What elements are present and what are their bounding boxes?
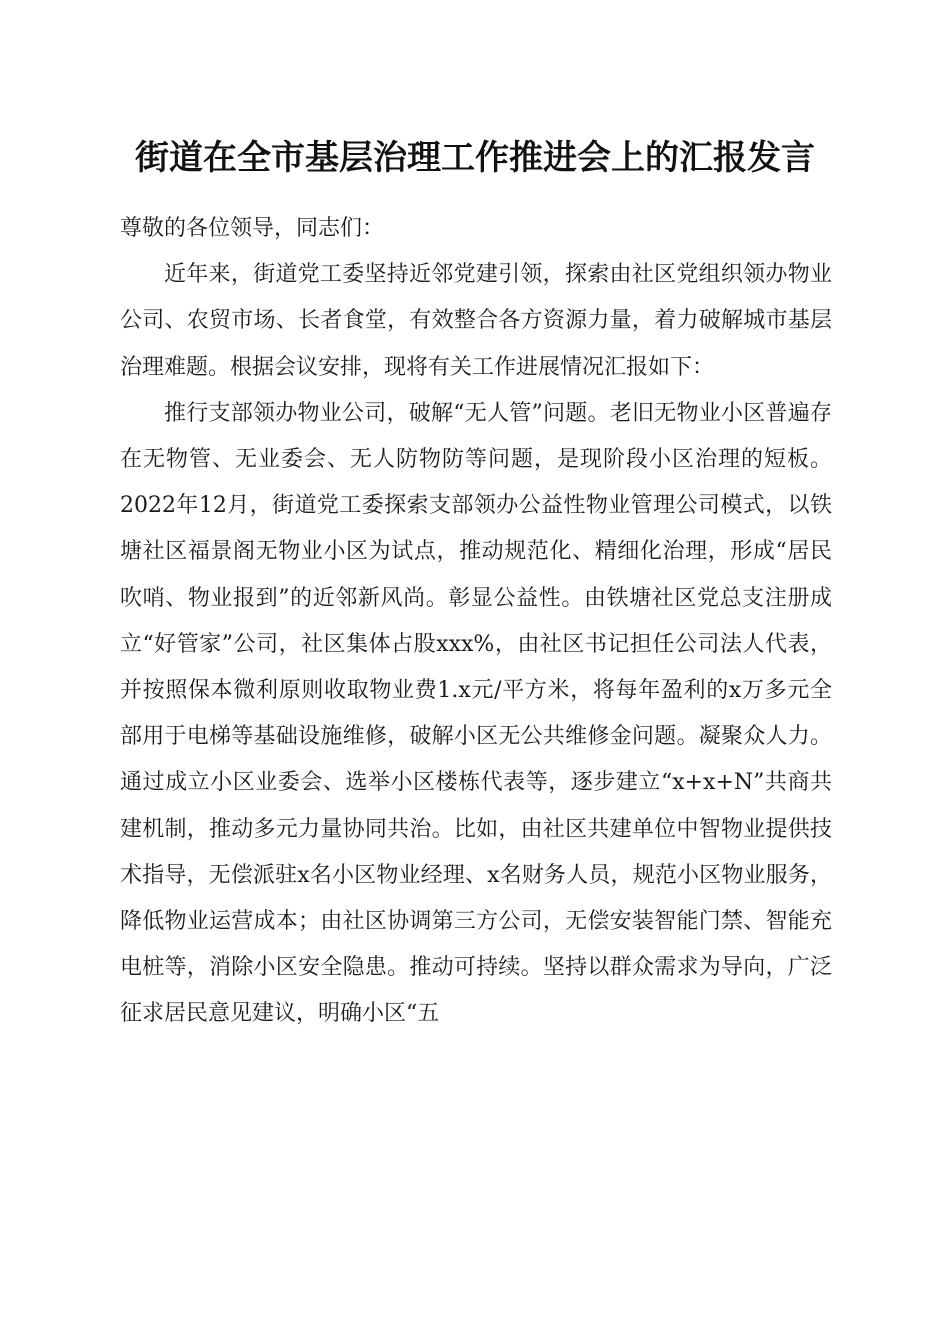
salutation: 尊敬的各位领导，同志们： — [120, 216, 385, 241]
paragraph-intro: 近年来，街道党工委坚持近邻党建引领，探索由社区党组织领办物业公司、农贸市场、长者食堂，有效整合各方资源力量，着力破解城市基层治理难题。根据会议安排，现将有关工作进展情况汇报如下： — [120, 262, 832, 380]
paragraph-property-company: 推行支部领办物业公司，破解“无人管”问题。老旧无物业小区普遍存在无物管、无业委会、无人防物防等问题，是现阶段小区治理的短板。2022年12月，街道党工委探索支部领办公益性物业管理公司模式，以铁塘社区福景阁无物业小区为试点，推动规范化、精细化治理，形成“居民吹哨、物业报到”的近邻新风尚。彰显公益性。由铁塘社区党总支注册成立“好管家”公司，社区集体占股xxx%，由社区书记担任公司法人代表，并按照保本微利原则收取物业费1.x元/平方米，将每年盈利的x万多元全部用于电梯等基础设施维修，破解小区无公共维修金问题。凝聚众人力。通过成立小区业委会、选举小区楼栋代表等，逐步建立“x+x+N”共商共建机制，推动多元力量协同共治。比如，由社区共建单位中智物业提供技术指导，无偿派驻x名小区物业经理、x名财务人员，规范小区物业服务，降低物业运营成本；由社区协调第三方公司，无偿安装智能门禁、智能充电桩等，消除小区安全隐患。推动可持续。坚持以群众需求为导向，广泛征求居民意见建议，明确小区“五 — [120, 400, 832, 1027]
document-body — [120, 206, 832, 1038]
document-title: 街道在全市基层治理工作推进会上的汇报发言 — [135, 138, 815, 178]
